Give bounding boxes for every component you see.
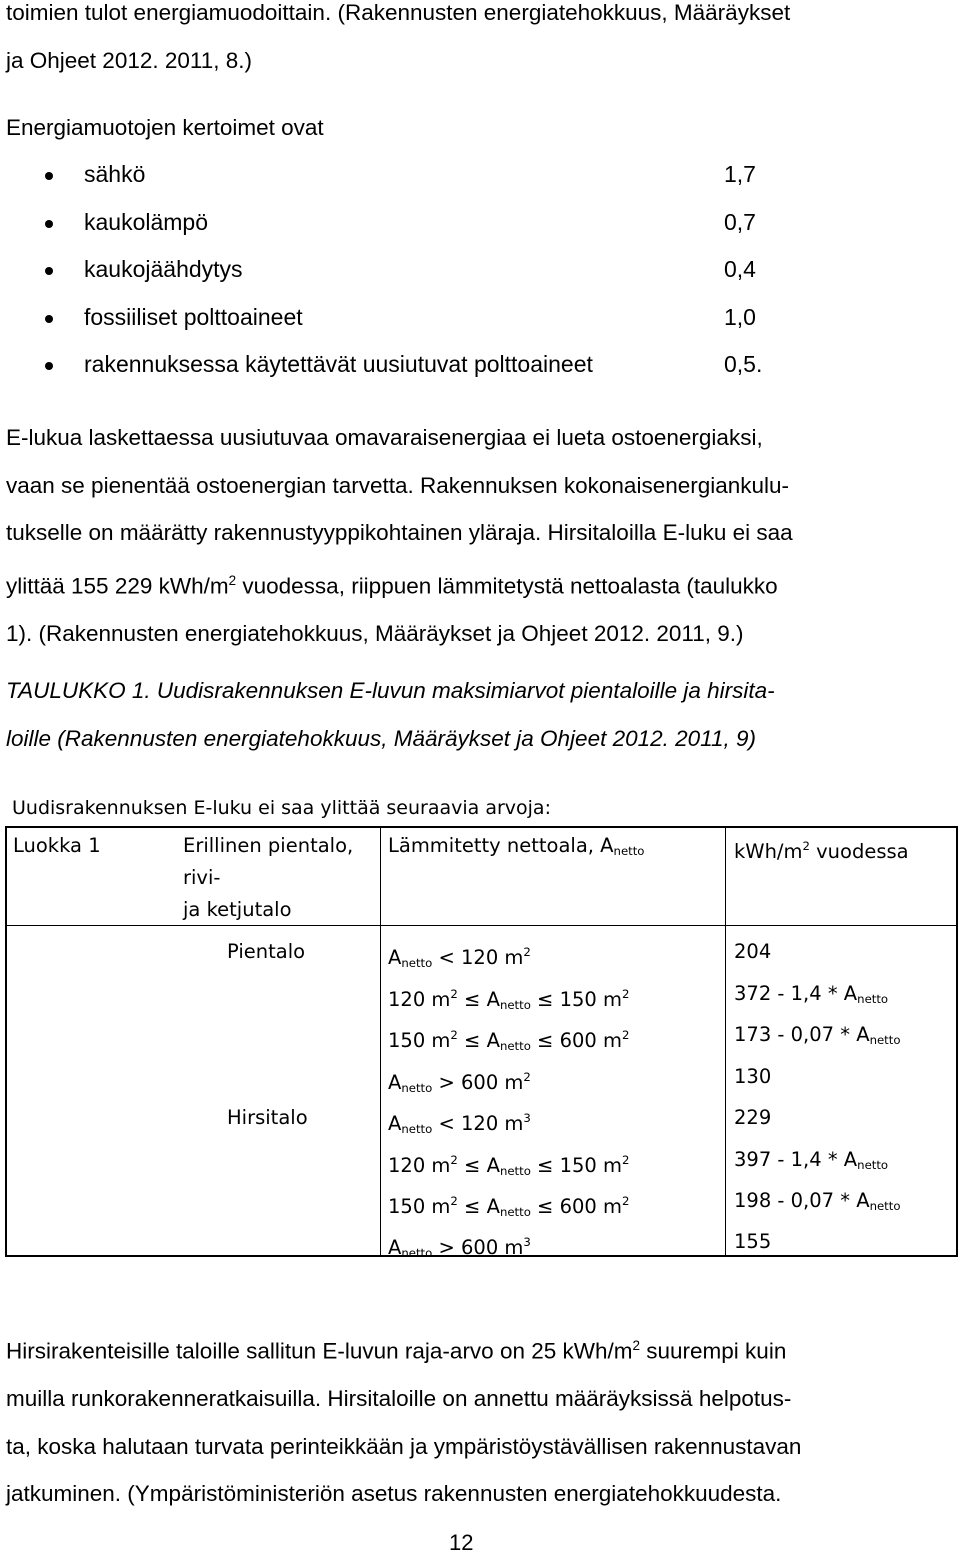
- limit-value: [734, 1226, 771, 1263]
- text-run: 155: [734, 1230, 772, 1253]
- paragraph-line: tukselle on määrätty rakennustyyppikohtainen yläraja. Hirsitaloilla E-luku ei saa: [6, 520, 793, 545]
- table-caption: Uudisrakennuksen E-luku ei saa ylittää seuraavia arvoja:: [12, 797, 551, 819]
- subscript: netto: [499, 1164, 531, 1178]
- area-condition: [388, 1019, 629, 1062]
- text-run: ≤ A: [457, 988, 500, 1011]
- superscript: 2: [523, 1070, 531, 1084]
- subscript: netto: [857, 992, 889, 1006]
- text-run: 372 - 1,4 * A: [734, 982, 858, 1005]
- paragraph-line: jatkuminen. (Ympäristöministeriön asetus rakennusten energiatehokkuudesta.: [6, 1481, 782, 1506]
- subscript: netto: [857, 1158, 889, 1172]
- energy-form-label: kaukolämpö: [84, 208, 209, 235]
- subscript: netto: [499, 1039, 531, 1053]
- paragraph-line: ta, koska halutaan turvata perinteikkään ja ympäristöystävällisen rakennustavan: [6, 1433, 802, 1459]
- area-condition: [388, 1102, 531, 1145]
- paragraph-line: vaan se pienentää ostoenergian tarvetta. Rakennuksen kokonaisenergiankulu-: [6, 472, 790, 498]
- column-divider: [725, 828, 726, 1255]
- subscript: netto: [499, 998, 531, 1012]
- text-run: 120 m: [388, 1154, 451, 1177]
- text-run: A: [388, 1071, 402, 1094]
- subscript: netto: [499, 1205, 531, 1219]
- intro-paragraph: [6, 0, 790, 84]
- coefficient-value: 0,7: [724, 208, 756, 235]
- superscript: 2: [450, 1028, 458, 1042]
- superscript: 2: [450, 1153, 458, 1167]
- area-condition: [388, 1226, 531, 1269]
- text-run: ≤ 600 m: [530, 1029, 623, 1052]
- list-item: [0, 152, 960, 200]
- bullet-icon: [45, 267, 53, 275]
- text-run: A: [388, 1112, 402, 1135]
- superscript: 3: [523, 1235, 531, 1249]
- paragraph-line: 1). (Rakennusten energiatehokkuus, Määräykset ja Ohjeet 2012. 2011, 9.): [6, 620, 744, 646]
- e-value-table: [5, 826, 958, 1260]
- unit-header: [734, 830, 909, 868]
- unit-superscript: 2: [802, 839, 810, 853]
- limit-value: [734, 1061, 771, 1098]
- area-label: Lämmitetty nettoala, A: [388, 834, 614, 857]
- class-header: Luokka 1: [13, 834, 101, 857]
- paragraph-line: E-lukua laskettaessa uusiutuvaa omavaraisenergiaa ei lueta ostoenergiaksi,: [6, 425, 763, 450]
- energy-form-label: rakennuksessa käytettävät uusiutuvat polttoaineet: [84, 351, 593, 377]
- text-run: < 120 m: [432, 946, 524, 969]
- subscript: netto: [401, 1122, 433, 1136]
- text-run: 173 - 0,07 * A: [734, 1023, 870, 1046]
- subscript: netto: [401, 1081, 433, 1095]
- unit-label: vuodessa: [809, 840, 909, 863]
- energy-form-label: sähkö: [84, 161, 146, 187]
- text-run: ≤ A: [457, 1154, 500, 1177]
- area-condition: [388, 1185, 629, 1228]
- area-condition: [388, 936, 531, 979]
- area-subscript: netto: [613, 844, 645, 858]
- text-run: < 120 m: [432, 1112, 524, 1135]
- bullet-icon: [45, 362, 53, 370]
- table-title-line: TAULUKKO 1. Uudisrakennuksen E-luvun maksimiarvot pientaloille ja hirsita-: [6, 678, 775, 703]
- bullet-icon: [45, 315, 53, 323]
- limit-value: [734, 1102, 771, 1139]
- text-run: Hirsirakenteisille taloille sallitun E-luvun raja-arvo on 25 kWh/m: [6, 1338, 633, 1364]
- text-run: ≤ 150 m: [530, 1154, 623, 1177]
- body-paragraph: [6, 1322, 801, 1518]
- text-run: ≤ 600 m: [530, 1195, 623, 1218]
- coefficients-list: [0, 152, 960, 390]
- text-run: ≤ 150 m: [530, 988, 623, 1011]
- energy-form-label: fossiiliset polttoaineet: [84, 303, 303, 330]
- intro-line: ja Ohjeet 2012. 2011, 8.): [6, 47, 253, 73]
- coefficient-value: 0,4: [724, 256, 756, 282]
- body-paragraph: [6, 414, 793, 657]
- building-type-header: Erillinen pientalo,: [183, 834, 354, 857]
- text-run: 130: [734, 1065, 772, 1088]
- text-run: 198 - 0,07 * A: [734, 1189, 870, 1212]
- coefficients-heading: Energiamuotojen kertoimet ovat: [6, 115, 324, 140]
- subscript: netto: [869, 1199, 901, 1213]
- list-item: [0, 200, 960, 248]
- area-header: [388, 830, 644, 867]
- subscript: netto: [869, 1033, 901, 1047]
- subscript: netto: [401, 956, 433, 970]
- limit-value: [734, 1185, 900, 1222]
- area-condition: [388, 1144, 629, 1187]
- unit-label: kWh/m: [734, 840, 803, 863]
- coefficient-value: 1,0: [724, 303, 756, 330]
- building-type-header: rivi-: [183, 866, 221, 889]
- column-divider: [380, 828, 381, 1255]
- text-run: A: [388, 1236, 402, 1259]
- superscript: 3: [523, 1111, 531, 1125]
- list-item: [0, 342, 960, 390]
- table-title-line: loille (Rakennusten energiatehokkuus, Määräykset ja Ohjeet 2012. 2011, 9): [6, 725, 757, 751]
- limit-value: [734, 978, 888, 1015]
- building-type-header: ja ketjutalo: [183, 898, 292, 921]
- limit-value: [734, 1144, 888, 1181]
- text-run: ≤ A: [457, 1195, 500, 1218]
- paragraph-line: [6, 557, 793, 610]
- intro-line: toimien tulot energiamuodoittain. (Rakennusten energiatehokkuus, Määräykset: [6, 0, 791, 25]
- text-run: ≤ A: [457, 1029, 500, 1052]
- superscript: 2: [450, 987, 458, 1001]
- bullet-icon: [45, 172, 53, 180]
- group-label: Pientalo: [227, 940, 306, 963]
- superscript: 2: [622, 1153, 630, 1167]
- superscript: 2: [523, 945, 531, 959]
- superscript: 2: [228, 572, 237, 588]
- paragraph-line: muilla runkorakenneratkaisuilla. Hirsitaloille on annettu määräyksissä helpotus-: [6, 1386, 792, 1411]
- superscript: 2: [632, 1338, 641, 1353]
- list-item: [0, 247, 960, 295]
- text-run: 120 m: [388, 988, 451, 1011]
- subscript: netto: [401, 1246, 433, 1260]
- paragraph-line: [6, 1322, 801, 1375]
- area-condition: [388, 978, 629, 1021]
- list-item: [0, 295, 960, 343]
- text-run: A: [388, 946, 402, 969]
- bullet-icon: [45, 220, 53, 228]
- superscript: 2: [622, 1028, 630, 1042]
- header-divider: [7, 925, 956, 926]
- text-run: vuodessa, riippuen lämmitetystä nettoalasta (taulukko: [236, 573, 778, 598]
- table-title: [6, 667, 775, 762]
- limit-value: [734, 936, 771, 973]
- text-run: 150 m: [388, 1195, 451, 1218]
- coefficient-value: 0,5.: [724, 351, 763, 377]
- text-run: > 600 m: [432, 1236, 524, 1259]
- text-run: suurempi kuin: [640, 1338, 787, 1364]
- text-run: > 600 m: [432, 1071, 524, 1094]
- superscript: 2: [450, 1194, 458, 1208]
- energy-form-label: kaukojäähdytys: [84, 256, 243, 282]
- superscript: 2: [622, 987, 630, 1001]
- superscript: 2: [622, 1194, 630, 1208]
- text-run: ylittää 155 229 kWh/m: [6, 573, 229, 598]
- coefficient-value: 1,7: [724, 161, 756, 187]
- area-condition: [388, 1061, 531, 1104]
- text-run: 204: [734, 940, 772, 963]
- limit-value: [734, 1019, 900, 1056]
- text-run: 229: [734, 1106, 772, 1129]
- text-run: 150 m: [388, 1029, 451, 1052]
- page-number: 12: [449, 1530, 474, 1555]
- text-run: 397 - 1,4 * A: [734, 1148, 858, 1171]
- group-label: Hirsitalo: [227, 1106, 308, 1129]
